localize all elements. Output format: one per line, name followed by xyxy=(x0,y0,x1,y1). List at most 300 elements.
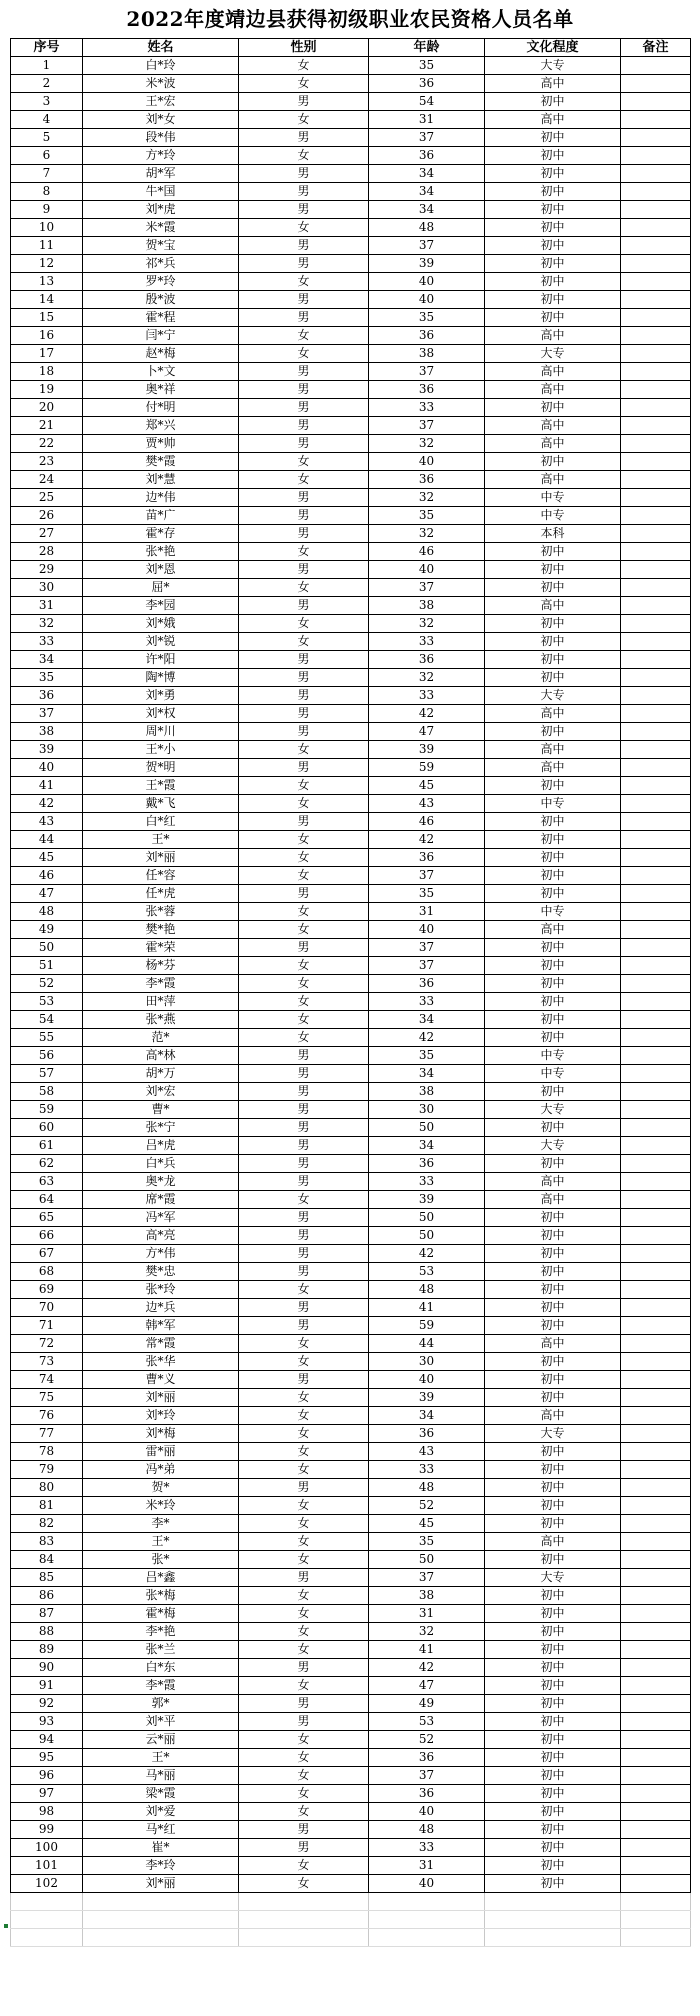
cell-education: 初中 xyxy=(485,1695,621,1713)
cell-name: 刘*女 xyxy=(83,111,239,129)
cell-gender: 女 xyxy=(239,1515,369,1533)
cell-education: 初中 xyxy=(485,1677,621,1695)
cell-age: 36 xyxy=(369,471,485,489)
cell-gender: 女 xyxy=(239,57,369,75)
cell-remarks xyxy=(621,345,691,363)
table-row xyxy=(11,1569,691,1587)
cell-age: 42 xyxy=(369,831,485,849)
table-row xyxy=(11,129,691,147)
table-row xyxy=(11,561,691,579)
cell-education: 初中 xyxy=(485,885,621,903)
cell-serial: 70 xyxy=(11,1299,83,1317)
cell-gender: 女 xyxy=(239,1857,369,1875)
cell-remarks xyxy=(621,1335,691,1353)
cell-age: 32 xyxy=(369,525,485,543)
cell-gender: 女 xyxy=(239,1623,369,1641)
table-row xyxy=(11,1803,691,1821)
cell-education: 初中 xyxy=(485,1803,621,1821)
cell-education: 初中 xyxy=(485,1299,621,1317)
table-row xyxy=(11,1137,691,1155)
cell-name: 贺* xyxy=(83,1479,239,1497)
cell-age: 36 xyxy=(369,381,485,399)
empty-cell xyxy=(83,1929,239,1947)
cell-serial: 77 xyxy=(11,1425,83,1443)
cell-education: 高中 xyxy=(485,435,621,453)
cell-serial: 29 xyxy=(11,561,83,579)
table-row xyxy=(11,1029,691,1047)
cell-remarks xyxy=(621,1281,691,1299)
cell-name: 李*霞 xyxy=(83,975,239,993)
cell-name: 马*红 xyxy=(83,1821,239,1839)
cell-gender: 女 xyxy=(239,1605,369,1623)
cell-name: 刘*平 xyxy=(83,1713,239,1731)
cell-age: 48 xyxy=(369,1821,485,1839)
table-row xyxy=(11,921,691,939)
cell-remarks xyxy=(621,1839,691,1857)
cell-serial: 79 xyxy=(11,1461,83,1479)
cell-serial: 101 xyxy=(11,1857,83,1875)
cell-gender: 女 xyxy=(239,957,369,975)
table-row xyxy=(11,1209,691,1227)
cell-gender: 女 xyxy=(239,147,369,165)
cell-name: 贾*帅 xyxy=(83,435,239,453)
table-row xyxy=(11,507,691,525)
cell-remarks xyxy=(621,705,691,723)
cell-serial: 18 xyxy=(11,363,83,381)
cell-remarks xyxy=(621,1083,691,1101)
header-serial: 序号 xyxy=(11,39,83,57)
table-row xyxy=(11,615,691,633)
table-row xyxy=(11,1173,691,1191)
cell-remarks xyxy=(621,1659,691,1677)
cell-age: 53 xyxy=(369,1713,485,1731)
cell-serial: 15 xyxy=(11,309,83,327)
cell-serial: 19 xyxy=(11,381,83,399)
cell-education: 初中 xyxy=(485,1209,621,1227)
cell-serial: 21 xyxy=(11,417,83,435)
cell-education: 初中 xyxy=(485,1011,621,1029)
cell-gender: 女 xyxy=(239,1767,369,1785)
table-row xyxy=(11,1065,691,1083)
cell-education: 高中 xyxy=(485,597,621,615)
table-row xyxy=(11,201,691,219)
cell-gender: 男 xyxy=(239,399,369,417)
cell-gender: 男 xyxy=(239,1659,369,1677)
table-row xyxy=(11,1263,691,1281)
cell-remarks xyxy=(621,1767,691,1785)
cell-gender: 女 xyxy=(239,1281,369,1299)
cell-name: 霍*程 xyxy=(83,309,239,327)
cell-education: 初中 xyxy=(485,399,621,417)
cell-name: 樊*艳 xyxy=(83,921,239,939)
cell-name: 李*霞 xyxy=(83,1677,239,1695)
cell-name: 刘*恩 xyxy=(83,561,239,579)
cell-education: 初中 xyxy=(485,561,621,579)
cell-age: 37 xyxy=(369,867,485,885)
cell-education: 初中 xyxy=(485,777,621,795)
cell-gender: 男 xyxy=(239,255,369,273)
cell-gender: 男 xyxy=(239,1479,369,1497)
table-row xyxy=(11,363,691,381)
cell-serial: 99 xyxy=(11,1821,83,1839)
cell-education: 高中 xyxy=(485,759,621,777)
cell-serial: 2 xyxy=(11,75,83,93)
cell-gender: 女 xyxy=(239,327,369,345)
cell-remarks xyxy=(621,327,691,345)
cell-age: 40 xyxy=(369,1875,485,1893)
cell-serial: 61 xyxy=(11,1137,83,1155)
cell-age: 40 xyxy=(369,1803,485,1821)
cell-name: 王* xyxy=(83,831,239,849)
cell-education: 本科 xyxy=(485,525,621,543)
cell-name: 奥*龙 xyxy=(83,1173,239,1191)
cell-education: 初中 xyxy=(485,831,621,849)
cell-remarks xyxy=(621,759,691,777)
cell-serial: 75 xyxy=(11,1389,83,1407)
table-row xyxy=(11,1767,691,1785)
table-row xyxy=(11,1785,691,1803)
cell-education: 初中 xyxy=(485,975,621,993)
cell-serial: 52 xyxy=(11,975,83,993)
cell-age: 34 xyxy=(369,201,485,219)
cell-remarks xyxy=(621,1173,691,1191)
cell-gender: 男 xyxy=(239,1713,369,1731)
cell-name: 牛*国 xyxy=(83,183,239,201)
cell-remarks xyxy=(621,1137,691,1155)
cell-education: 高中 xyxy=(485,111,621,129)
cell-education: 初中 xyxy=(485,237,621,255)
cell-age: 31 xyxy=(369,1857,485,1875)
cell-serial: 82 xyxy=(11,1515,83,1533)
cell-remarks xyxy=(621,1263,691,1281)
cell-education: 初中 xyxy=(485,1551,621,1569)
cell-name: 张*艳 xyxy=(83,543,239,561)
cell-serial: 62 xyxy=(11,1155,83,1173)
cell-education: 高中 xyxy=(485,1407,621,1425)
cell-serial: 90 xyxy=(11,1659,83,1677)
cell-remarks xyxy=(621,1605,691,1623)
cell-age: 50 xyxy=(369,1227,485,1245)
cell-education: 初中 xyxy=(485,1731,621,1749)
cell-education: 初中 xyxy=(485,1587,621,1605)
cell-remarks xyxy=(621,525,691,543)
table-row xyxy=(11,1659,691,1677)
table-row xyxy=(11,345,691,363)
cell-age: 44 xyxy=(369,1335,485,1353)
cell-remarks xyxy=(621,1155,691,1173)
cell-serial: 100 xyxy=(11,1839,83,1857)
cell-education: 初中 xyxy=(485,543,621,561)
cell-age: 41 xyxy=(369,1641,485,1659)
cell-age: 33 xyxy=(369,399,485,417)
cell-serial: 88 xyxy=(11,1623,83,1641)
cell-age: 39 xyxy=(369,255,485,273)
empty-cell xyxy=(83,1893,239,1911)
table-row xyxy=(11,651,691,669)
cell-name: 边*兵 xyxy=(83,1299,239,1317)
cell-age: 33 xyxy=(369,687,485,705)
table-row xyxy=(11,1299,691,1317)
cell-remarks xyxy=(621,453,691,471)
cell-education: 高中 xyxy=(485,1191,621,1209)
cell-name: 米*玲 xyxy=(83,1497,239,1515)
table-row xyxy=(11,831,691,849)
table-row xyxy=(11,1281,691,1299)
cell-remarks xyxy=(621,561,691,579)
cell-serial: 63 xyxy=(11,1173,83,1191)
cell-remarks xyxy=(621,597,691,615)
cell-remarks xyxy=(621,1551,691,1569)
cell-age: 33 xyxy=(369,993,485,1011)
cell-name: 王* xyxy=(83,1533,239,1551)
cell-gender: 女 xyxy=(239,1353,369,1371)
header-remarks: 备注 xyxy=(621,39,691,57)
cell-gender: 男 xyxy=(239,183,369,201)
cell-age: 40 xyxy=(369,561,485,579)
cell-gender: 男 xyxy=(239,1155,369,1173)
cell-serial: 30 xyxy=(11,579,83,597)
cell-name: 白*玲 xyxy=(83,57,239,75)
table-row xyxy=(11,1857,691,1875)
cell-name: 苗*广 xyxy=(83,507,239,525)
cell-name: 罗*玲 xyxy=(83,273,239,291)
header-name: 姓名 xyxy=(83,39,239,57)
cell-remarks xyxy=(621,975,691,993)
cell-remarks xyxy=(621,1749,691,1767)
cell-education: 初中 xyxy=(485,1443,621,1461)
table-row xyxy=(11,1533,691,1551)
empty-cell xyxy=(485,1929,621,1947)
table-row xyxy=(11,417,691,435)
cell-age: 35 xyxy=(369,507,485,525)
cell-gender: 女 xyxy=(239,1335,369,1353)
cell-education: 初中 xyxy=(485,1281,621,1299)
cell-gender: 男 xyxy=(239,1839,369,1857)
cell-name: 刘*锐 xyxy=(83,633,239,651)
cell-gender: 男 xyxy=(239,309,369,327)
cell-education: 高中 xyxy=(485,381,621,399)
cell-name: 张*华 xyxy=(83,1353,239,1371)
cell-remarks xyxy=(621,1389,691,1407)
cell-age: 53 xyxy=(369,1263,485,1281)
table-header-row xyxy=(11,39,691,57)
table-row xyxy=(11,93,691,111)
table-row xyxy=(11,525,691,543)
table-row xyxy=(11,1335,691,1353)
table-row xyxy=(11,147,691,165)
cell-remarks xyxy=(621,831,691,849)
table-row xyxy=(11,327,691,345)
cell-serial: 96 xyxy=(11,1767,83,1785)
cell-remarks xyxy=(621,363,691,381)
cell-education: 初中 xyxy=(485,1119,621,1137)
cell-gender: 男 xyxy=(239,705,369,723)
cell-education: 初中 xyxy=(485,1389,621,1407)
table-row xyxy=(11,255,691,273)
cell-education: 大专 xyxy=(485,687,621,705)
cell-serial: 23 xyxy=(11,453,83,471)
empty-cell xyxy=(485,1911,621,1929)
cell-serial: 59 xyxy=(11,1101,83,1119)
cell-remarks xyxy=(621,795,691,813)
cell-gender: 男 xyxy=(239,1317,369,1335)
empty-cell xyxy=(485,1893,621,1911)
cell-gender: 女 xyxy=(239,903,369,921)
cell-remarks xyxy=(621,651,691,669)
cell-education: 初中 xyxy=(485,1659,621,1677)
cell-serial: 27 xyxy=(11,525,83,543)
cell-age: 34 xyxy=(369,1011,485,1029)
cell-serial: 5 xyxy=(11,129,83,147)
cell-name: 刘*爱 xyxy=(83,1803,239,1821)
cell-serial: 84 xyxy=(11,1551,83,1569)
cell-gender: 女 xyxy=(239,345,369,363)
cell-education: 初中 xyxy=(485,273,621,291)
cell-gender: 男 xyxy=(239,507,369,525)
cell-age: 36 xyxy=(369,1425,485,1443)
cell-education: 初中 xyxy=(485,1245,621,1263)
cell-education: 初中 xyxy=(485,219,621,237)
cell-serial: 10 xyxy=(11,219,83,237)
table-row xyxy=(11,237,691,255)
cell-name: 段*伟 xyxy=(83,129,239,147)
cell-gender: 男 xyxy=(239,1119,369,1137)
cell-education: 初中 xyxy=(485,651,621,669)
cell-serial: 50 xyxy=(11,939,83,957)
cell-gender: 女 xyxy=(239,75,369,93)
cell-serial: 33 xyxy=(11,633,83,651)
cell-gender: 女 xyxy=(239,1497,369,1515)
cell-name: 刘*虎 xyxy=(83,201,239,219)
cell-gender: 男 xyxy=(239,939,369,957)
cell-name: 崔* xyxy=(83,1839,239,1857)
table-row xyxy=(11,975,691,993)
cell-serial: 17 xyxy=(11,345,83,363)
cell-name: 王*宏 xyxy=(83,93,239,111)
cell-education: 初中 xyxy=(485,1083,621,1101)
cell-name: 刘*权 xyxy=(83,705,239,723)
cell-name: 樊*忠 xyxy=(83,1263,239,1281)
cell-education: 初中 xyxy=(485,201,621,219)
cell-serial: 91 xyxy=(11,1677,83,1695)
cell-education: 中专 xyxy=(485,489,621,507)
cell-remarks xyxy=(621,1623,691,1641)
cell-education: 初中 xyxy=(485,1497,621,1515)
cell-serial: 13 xyxy=(11,273,83,291)
cell-remarks xyxy=(621,1029,691,1047)
empty-cell xyxy=(369,1893,485,1911)
table-row xyxy=(11,903,691,921)
cell-education: 初中 xyxy=(485,1029,621,1047)
table-row xyxy=(11,1353,691,1371)
cell-serial: 55 xyxy=(11,1029,83,1047)
cell-name: 殷*波 xyxy=(83,291,239,309)
table-row xyxy=(11,1713,691,1731)
cell-age: 32 xyxy=(369,1623,485,1641)
cell-gender: 男 xyxy=(239,363,369,381)
empty-cell xyxy=(369,1929,485,1947)
cell-gender: 男 xyxy=(239,1173,369,1191)
cell-serial: 12 xyxy=(11,255,83,273)
table-row xyxy=(11,1677,691,1695)
cell-remarks xyxy=(621,57,691,75)
cell-age: 34 xyxy=(369,1407,485,1425)
cell-name: 张*燕 xyxy=(83,1011,239,1029)
cell-education: 初中 xyxy=(485,867,621,885)
cell-name: 胡*军 xyxy=(83,165,239,183)
cell-education: 初中 xyxy=(485,1713,621,1731)
cell-remarks xyxy=(621,1497,691,1515)
header-education: 文化程度 xyxy=(485,39,621,57)
table-row xyxy=(11,1317,691,1335)
cell-remarks xyxy=(621,1731,691,1749)
empty-grid-row xyxy=(11,1893,691,1911)
cell-serial: 93 xyxy=(11,1713,83,1731)
cell-gender: 女 xyxy=(239,1551,369,1569)
table-row xyxy=(11,471,691,489)
cell-serial: 69 xyxy=(11,1281,83,1299)
cell-name: 曹* xyxy=(83,1101,239,1119)
cell-serial: 35 xyxy=(11,669,83,687)
cell-gender: 男 xyxy=(239,759,369,777)
cell-remarks xyxy=(621,1515,691,1533)
cell-gender: 女 xyxy=(239,1731,369,1749)
cell-remarks xyxy=(621,867,691,885)
cell-name: 郑*兴 xyxy=(83,417,239,435)
cell-gender: 男 xyxy=(239,237,369,255)
cell-name: 王*小 xyxy=(83,741,239,759)
cell-serial: 86 xyxy=(11,1587,83,1605)
cell-age: 47 xyxy=(369,723,485,741)
cell-name: 边*伟 xyxy=(83,489,239,507)
cell-name: 任*虎 xyxy=(83,885,239,903)
cell-age: 32 xyxy=(369,669,485,687)
cell-age: 38 xyxy=(369,345,485,363)
cell-name: 云*丽 xyxy=(83,1731,239,1749)
cell-gender: 男 xyxy=(239,165,369,183)
cell-remarks xyxy=(621,1065,691,1083)
cell-age: 52 xyxy=(369,1731,485,1749)
cell-gender: 女 xyxy=(239,1191,369,1209)
cell-name: 任*容 xyxy=(83,867,239,885)
cell-education: 高中 xyxy=(485,1533,621,1551)
cell-age: 38 xyxy=(369,1587,485,1605)
cell-remarks xyxy=(621,1533,691,1551)
cell-age: 33 xyxy=(369,1173,485,1191)
cell-remarks xyxy=(621,129,691,147)
cell-serial: 26 xyxy=(11,507,83,525)
cell-gender: 男 xyxy=(239,1209,369,1227)
cell-serial: 83 xyxy=(11,1533,83,1551)
cell-education: 高中 xyxy=(485,1173,621,1191)
cell-remarks xyxy=(621,1569,691,1587)
cell-name: 吕*鑫 xyxy=(83,1569,239,1587)
cell-age: 39 xyxy=(369,741,485,759)
cell-name: 曹*义 xyxy=(83,1371,239,1389)
cell-serial: 72 xyxy=(11,1335,83,1353)
cell-serial: 78 xyxy=(11,1443,83,1461)
cell-serial: 25 xyxy=(11,489,83,507)
cell-name: 米*波 xyxy=(83,75,239,93)
cell-gender: 男 xyxy=(239,129,369,147)
cell-education: 大专 xyxy=(485,345,621,363)
cell-name: 李*艳 xyxy=(83,1623,239,1641)
cell-education: 初中 xyxy=(485,255,621,273)
cell-education: 初中 xyxy=(485,1785,621,1803)
cell-name: 卜*文 xyxy=(83,363,239,381)
table-row xyxy=(11,993,691,1011)
cell-remarks xyxy=(621,579,691,597)
